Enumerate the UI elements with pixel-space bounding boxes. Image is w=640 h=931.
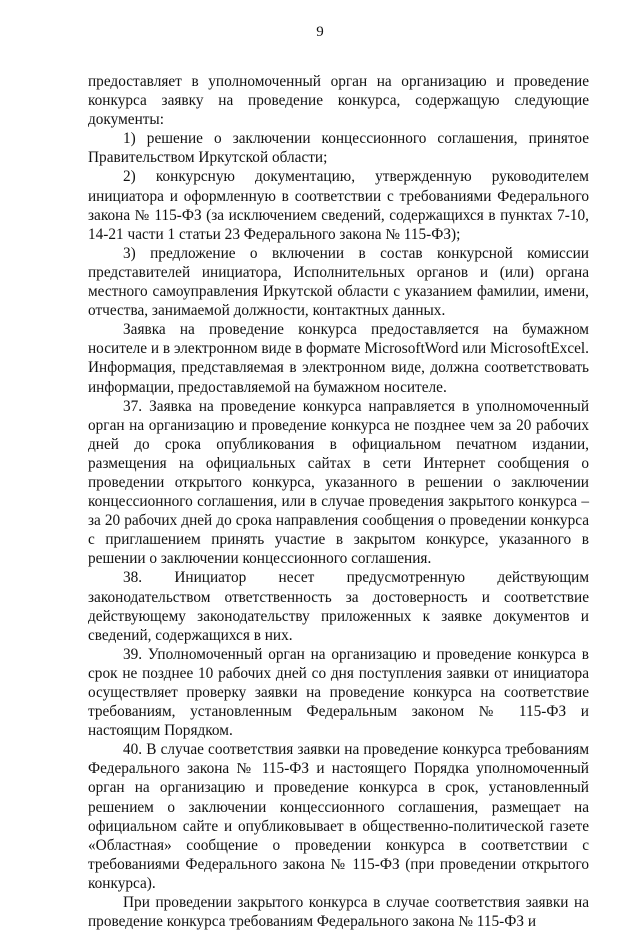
paragraph: 2) конкурсную документацию, утвержденную руководителем инициатора и оформленную в соответствии с требованиями Федерального закона № 115-ФЗ (за исключением сведений, содержащихся в пунктах 7-10, 14-21 части 1 статьи 23 Федерального закона № 115-ФЗ); — [88, 168, 589, 243]
paragraph: 3) предложение о включении в состав конкурсной комиссии представителей инициатора, Исполнительных органов и (или) органа местного самоуправления Иркутской области с указанием фамилии, имени, отчества, занимаемой должности, контактных данных. — [88, 244, 589, 320]
paragraph: 1) решение о заключении концессионного соглашения, принятое Правительством Иркутской области; — [88, 130, 589, 167]
paragraph: 39. Уполномоченный орган на организацию и проведение конкурса в срок не позднее 10 рабочих дней со дня поступления заявки от инициатора осуществляет проверку заявки на проведение конкурса на соответствие требованиям, установленным Федеральным законом № 115-ФЗ и настоящим Порядком. — [88, 645, 589, 740]
document-body — [88, 72, 589, 931]
page-number: 9 — [316, 24, 324, 40]
paragraph: предоставляет в уполномоченный орган на организацию и проведение конкурса заявку на проведение конкурса, содержащую следующие документы: — [88, 73, 589, 129]
paragraph: 37. Заявка на проведение конкурса направляется в уполномоченный орган на организацию и проведение конкурса не позднее чем за 20 рабочих дней до срока опубликования в официальном печатном издании, размещения на официальных сайтах в сети Интернет сообщения о проведении открытого конкурса, указанного в решении о заключении концессионного соглашения, или в случае проведения закрытого конкурса – за 20 рабочих дней до срока направления сообщения о проведении конкурса с приглашением принять участие в закрытом конкурсе, указанного в решении о заключении концессионного соглашения. — [88, 397, 589, 568]
paragraph: 40. В случае соответствия заявки на проведение конкурса требованиям Федерального закона № 115-ФЗ и настоящего Порядка уполномоченный орган на организацию и проведение конкурса в срок, установленный решением о заключении концессионного соглашения, размещает на официальном сайте и опубликовывает в общественно-политической газете «Областная» сообщение о проведении конкурса в соответствии с требованиями Федерального закона № 115-ФЗ (при проведении открытого конкурса). — [88, 741, 589, 892]
paragraph: При проведении закрытого конкурса в случае соответствия заявки на проведение конкурса требованиям Федерального закона № 115-ФЗ и — [88, 894, 589, 931]
paragraph: Заявка на проведение конкурса предоставляется на бумажном носителе и в электронном виде в формате MicrosoftWord или MicrosoftExcel. Информация, представляемая в электронном виде, должна соответствовать информации, предоставляемой на бумажном носителе. — [88, 321, 589, 396]
paragraph: 38. Инициатор несет предусмотренную действующим законодательством ответственность за достоверность и соответствие действующему законодательству приложенных к заявке документов и сведений, содержащихся в них. — [88, 569, 589, 644]
